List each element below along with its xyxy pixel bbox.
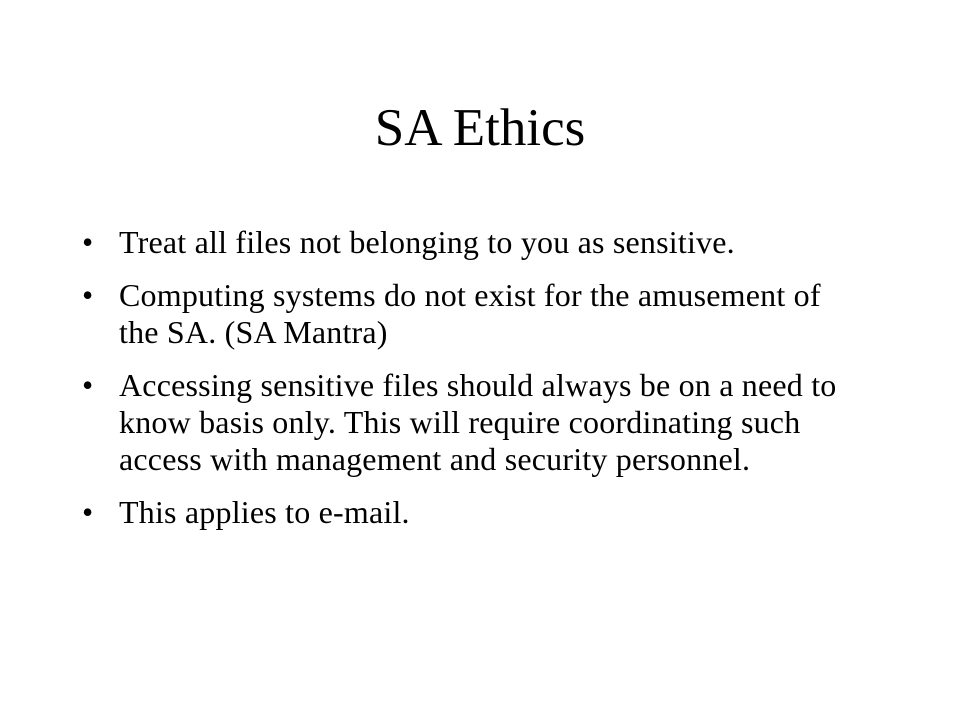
bullet-dot-icon: • — [82, 277, 94, 313]
bullet-text: Computing systems do not exist for the amusement of the SA. (SA Mantra) — [119, 277, 821, 350]
bullet-item-treat-files — [82, 224, 862, 261]
slide-title: SA Ethics — [374, 99, 586, 157]
bullet-list — [82, 224, 862, 547]
bullet-text: This applies to e-mail. — [119, 494, 410, 530]
bullet-text: Accessing sensitive files should always be on a need to know basis only. This will require coordinating such access with management and security personnel. — [119, 367, 837, 477]
bullet-dot-icon: • — [82, 367, 94, 403]
bullet-item-accessing-files — [82, 367, 862, 478]
bullet-item-email — [82, 494, 862, 531]
bullet-text: Treat all files not belonging to you as sensitive. — [119, 224, 735, 260]
bullet-item-computing-systems — [82, 277, 862, 351]
bullet-dot-icon: • — [82, 224, 94, 260]
bullet-dot-icon: • — [82, 494, 94, 530]
